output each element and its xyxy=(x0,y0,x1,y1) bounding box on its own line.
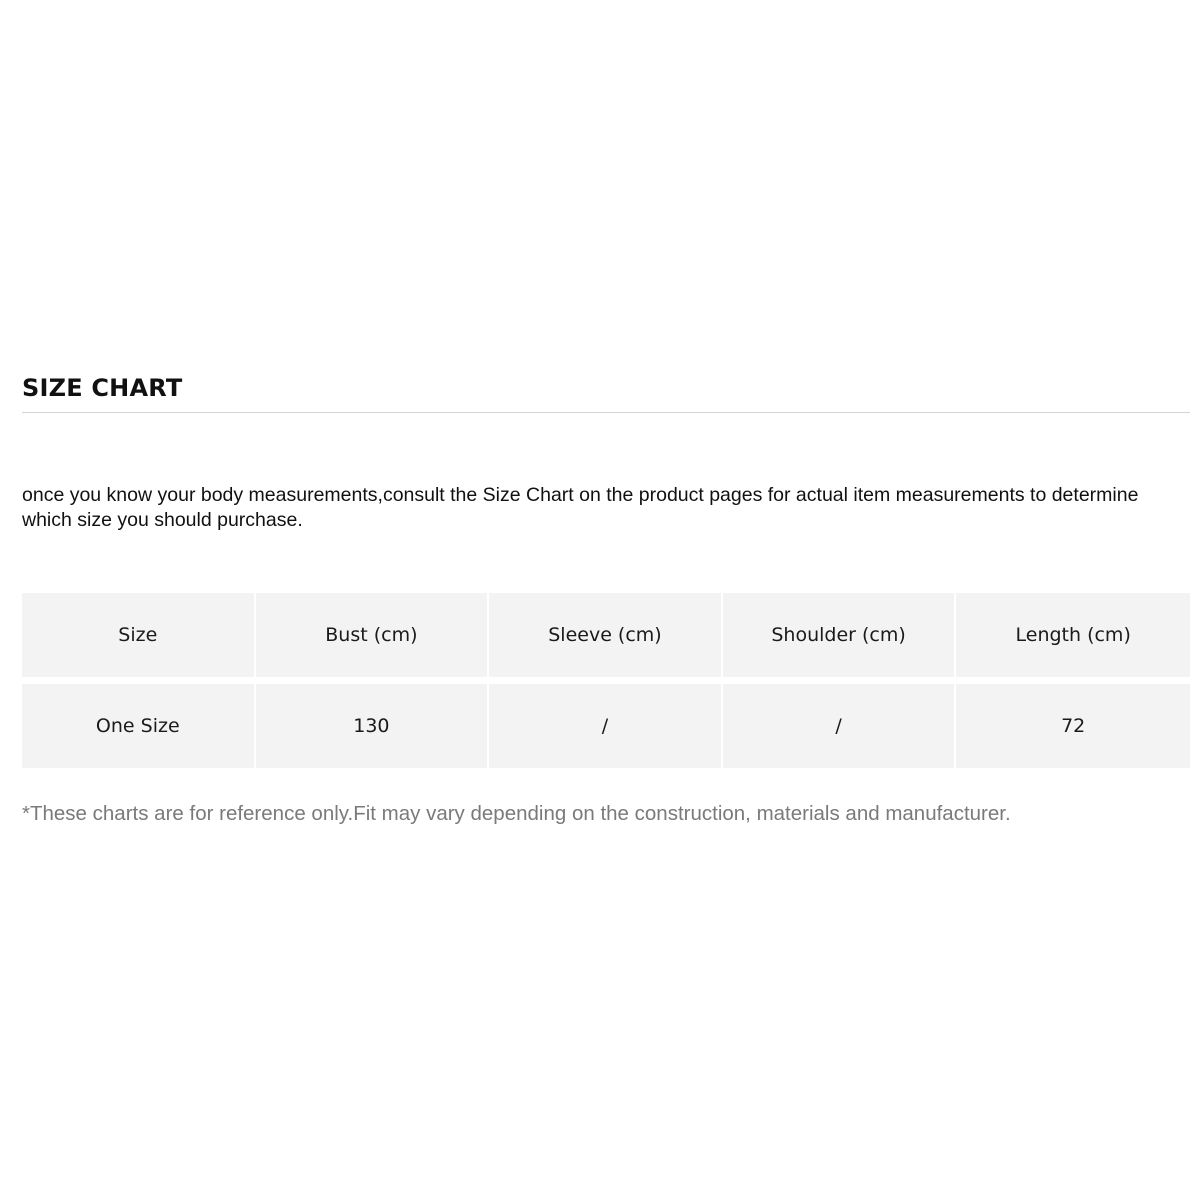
title-divider xyxy=(22,412,1190,413)
page-title: SIZE CHART xyxy=(22,374,183,402)
cell-size: One Size xyxy=(22,684,256,768)
table-header-row xyxy=(22,593,1190,684)
cell-length: 72 xyxy=(956,684,1190,768)
cell-sleeve: / xyxy=(489,684,723,768)
cell-shoulder: / xyxy=(723,684,957,768)
table-row xyxy=(22,684,1190,768)
column-header-length: Length (cm) xyxy=(956,593,1190,684)
column-header-sleeve: Sleeve (cm) xyxy=(489,593,723,684)
cell-bust: 130 xyxy=(256,684,490,768)
size-table xyxy=(22,593,1190,768)
reference-note: *These charts are for reference only.Fit may vary depending on the construction, materials and manufacturer. xyxy=(22,802,1011,825)
column-header-shoulder: Shoulder (cm) xyxy=(723,593,957,684)
column-header-bust: Bust (cm) xyxy=(256,593,490,684)
intro-text: once you know your body measurements,consult the Size Chart on the product pages for actual item measurements to determine which size you should purchase. xyxy=(22,484,1139,531)
column-header-size: Size xyxy=(22,593,256,684)
